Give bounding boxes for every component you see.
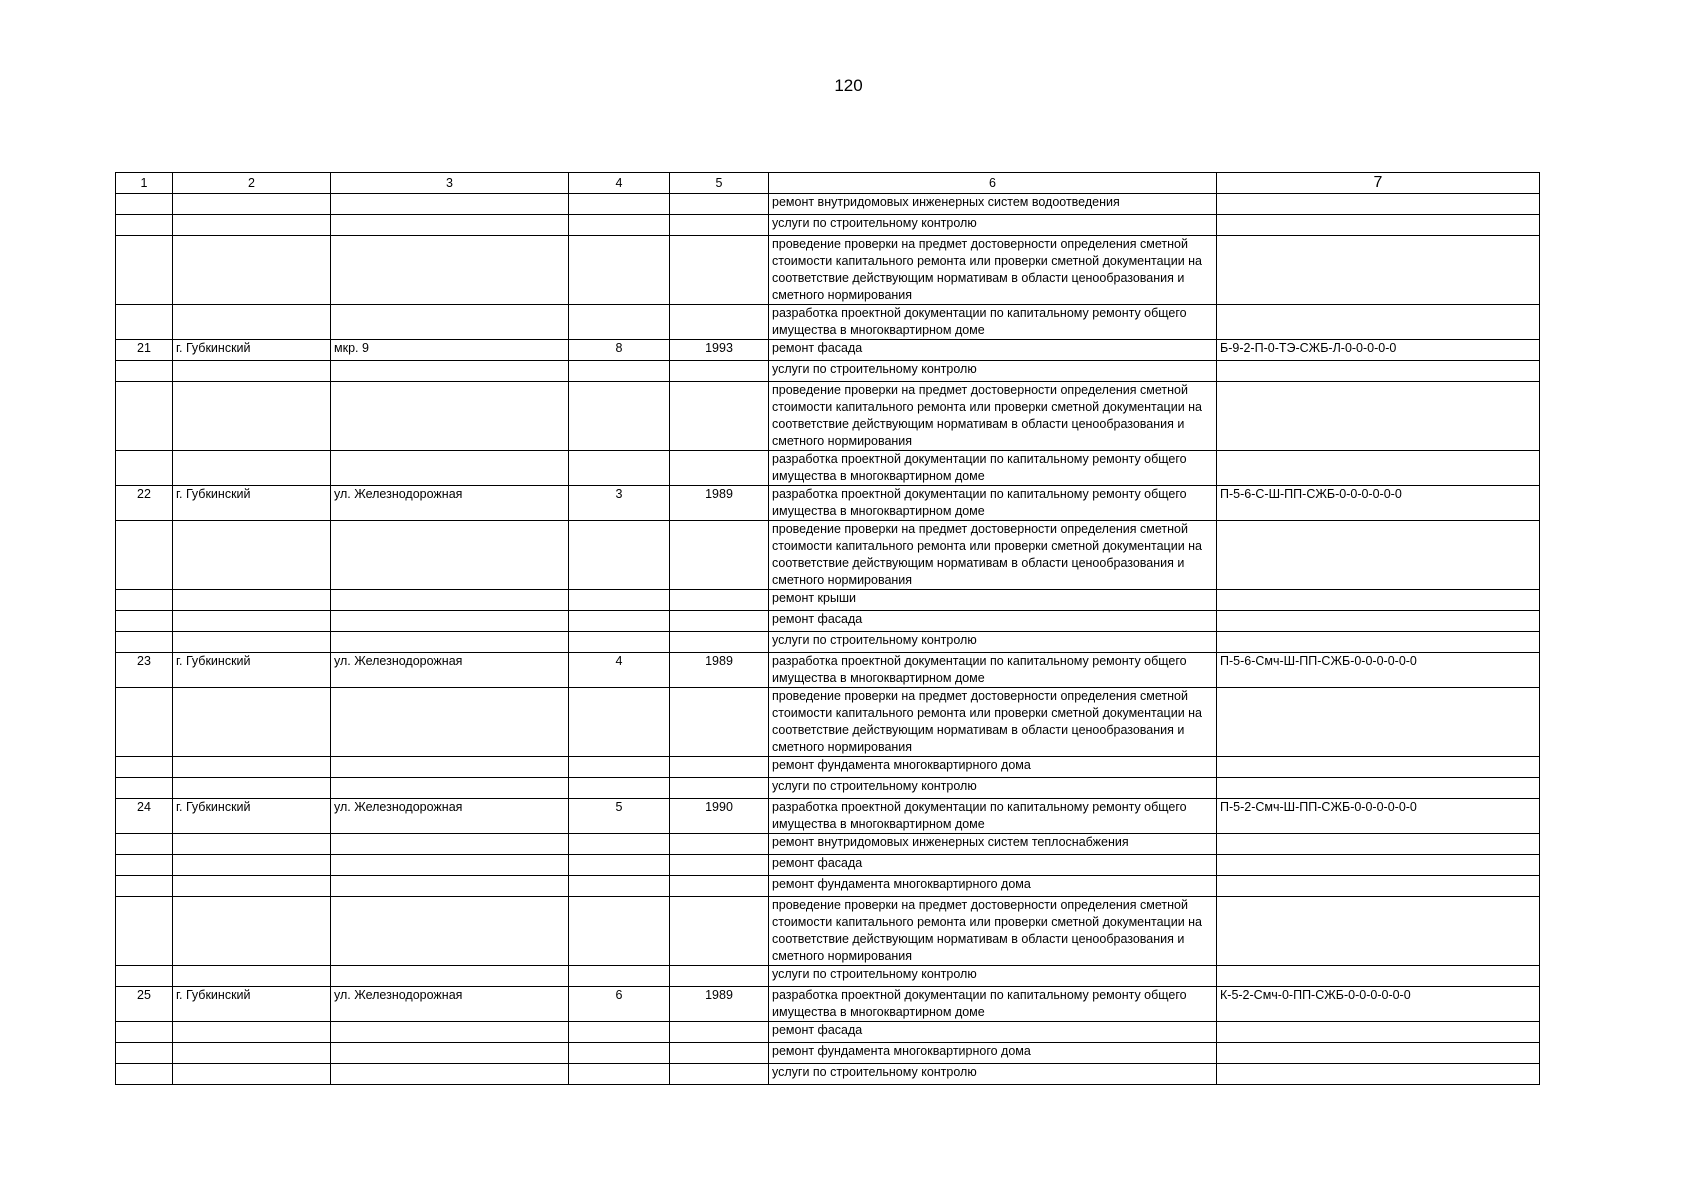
cell-house xyxy=(569,194,670,215)
cell-number xyxy=(116,757,173,778)
cell-code xyxy=(1217,215,1540,236)
cell-number xyxy=(116,521,173,590)
cell-city xyxy=(173,521,331,590)
cell-street xyxy=(331,1043,569,1064)
cell-number xyxy=(116,194,173,215)
cell-number xyxy=(116,897,173,966)
header-row xyxy=(116,173,1540,194)
cell-number xyxy=(116,215,173,236)
cell-work-type: услуги по строительному контролю xyxy=(769,215,1217,236)
cell-work-type: проведение проверки на предмет достоверности определения сметной стоимости капитального ремонта или проверки сметной документации на соответствие действующим нормативам в области ценообразования и сметного нормирования xyxy=(769,688,1217,757)
cell-city xyxy=(173,194,331,215)
cell-house xyxy=(569,632,670,653)
cell-code xyxy=(1217,855,1540,876)
table-row xyxy=(116,876,1540,897)
cell-year xyxy=(670,215,769,236)
cell-city xyxy=(173,778,331,799)
cell-street xyxy=(331,590,569,611)
cell-code xyxy=(1217,611,1540,632)
cell-street xyxy=(331,521,569,590)
table-row xyxy=(116,451,1540,486)
column-header-4: 4 xyxy=(569,173,670,194)
cell-year xyxy=(670,194,769,215)
cell-code xyxy=(1217,897,1540,966)
table-row xyxy=(116,987,1540,1022)
cell-number: 24 xyxy=(116,799,173,834)
cell-code xyxy=(1217,361,1540,382)
cell-code xyxy=(1217,590,1540,611)
cell-number xyxy=(116,966,173,987)
cell-street: мкр. 9 xyxy=(331,340,569,361)
cell-code: П-5-6-Смч-Ш-ПП-СЖБ-0-0-0-0-0-0 xyxy=(1217,653,1540,688)
cell-street: ул. Железнодорожная xyxy=(331,653,569,688)
cell-number xyxy=(116,688,173,757)
cell-year xyxy=(670,451,769,486)
cell-street xyxy=(331,757,569,778)
cell-house xyxy=(569,611,670,632)
cell-street xyxy=(331,834,569,855)
cell-street xyxy=(331,778,569,799)
cell-work-type: ремонт фасада xyxy=(769,611,1217,632)
cell-year xyxy=(670,590,769,611)
cell-work-type: ремонт фасада xyxy=(769,340,1217,361)
table-row xyxy=(116,340,1540,361)
cell-house: 6 xyxy=(569,987,670,1022)
cell-work-type: ремонт фасада xyxy=(769,855,1217,876)
cell-year xyxy=(670,1022,769,1043)
table-row xyxy=(116,778,1540,799)
cell-year xyxy=(670,897,769,966)
cell-year xyxy=(670,305,769,340)
cell-city xyxy=(173,855,331,876)
cell-code xyxy=(1217,757,1540,778)
cell-work-type: разработка проектной документации по капитальному ремонту общего имущества в многоквартирном доме xyxy=(769,799,1217,834)
cell-work-type: разработка проектной документации по капитальному ремонту общего имущества в многоквартирном доме xyxy=(769,451,1217,486)
cell-code xyxy=(1217,632,1540,653)
cell-street xyxy=(331,305,569,340)
table-row xyxy=(116,799,1540,834)
table-row xyxy=(116,521,1540,590)
cell-year xyxy=(670,521,769,590)
cell-year xyxy=(670,966,769,987)
cell-street xyxy=(331,1022,569,1043)
cell-number xyxy=(116,590,173,611)
cell-code xyxy=(1217,382,1540,451)
cell-year: 1989 xyxy=(670,486,769,521)
cell-house xyxy=(569,688,670,757)
cell-city: г. Губкинский xyxy=(173,340,331,361)
table-row xyxy=(116,855,1540,876)
cell-street xyxy=(331,1064,569,1085)
cell-city xyxy=(173,1022,331,1043)
cell-number xyxy=(116,451,173,486)
cell-street xyxy=(331,236,569,305)
cell-code xyxy=(1217,1064,1540,1085)
cell-work-type: разработка проектной документации по капитальному ремонту общего имущества в многоквартирном доме xyxy=(769,486,1217,521)
table-row xyxy=(116,236,1540,305)
cell-year xyxy=(670,236,769,305)
table-row xyxy=(116,653,1540,688)
cell-year: 1993 xyxy=(670,340,769,361)
cell-city xyxy=(173,632,331,653)
cell-street xyxy=(331,451,569,486)
cell-city xyxy=(173,611,331,632)
cell-house xyxy=(569,855,670,876)
cell-house xyxy=(569,451,670,486)
cell-street: ул. Железнодорожная xyxy=(331,486,569,521)
cell-code xyxy=(1217,194,1540,215)
cell-number xyxy=(116,305,173,340)
cell-number: 22 xyxy=(116,486,173,521)
cell-street xyxy=(331,361,569,382)
cell-code: П-5-2-Смч-Ш-ПП-СЖБ-0-0-0-0-0-0 xyxy=(1217,799,1540,834)
cell-house: 4 xyxy=(569,653,670,688)
cell-number xyxy=(116,1022,173,1043)
cell-house xyxy=(569,236,670,305)
cell-house: 3 xyxy=(569,486,670,521)
cell-house xyxy=(569,305,670,340)
cell-work-type: разработка проектной документации по капитальному ремонту общего имущества в многоквартирном доме xyxy=(769,987,1217,1022)
cell-year: 1989 xyxy=(670,653,769,688)
cell-house xyxy=(569,1022,670,1043)
cell-city xyxy=(173,361,331,382)
cell-house xyxy=(569,757,670,778)
cell-year xyxy=(670,632,769,653)
cell-city xyxy=(173,876,331,897)
cell-work-type: ремонт крыши xyxy=(769,590,1217,611)
cell-code xyxy=(1217,305,1540,340)
cell-house xyxy=(569,834,670,855)
cell-code: К-5-2-Смч-0-ПП-СЖБ-0-0-0-0-0-0 xyxy=(1217,987,1540,1022)
cell-year xyxy=(670,876,769,897)
cell-work-type: ремонт фундамента многоквартирного дома xyxy=(769,757,1217,778)
cell-house xyxy=(569,966,670,987)
table-row xyxy=(116,688,1540,757)
cell-work-type: ремонт внутридомовых инженерных систем водоотведения xyxy=(769,194,1217,215)
cell-house: 5 xyxy=(569,799,670,834)
cell-work-type: услуги по строительному контролю xyxy=(769,966,1217,987)
cell-work-type: проведение проверки на предмет достоверности определения сметной стоимости капитального ремонта или проверки сметной документации на соответствие действующим нормативам в области ценообразования и сметного нормирования xyxy=(769,521,1217,590)
cell-house xyxy=(569,778,670,799)
cell-street xyxy=(331,688,569,757)
table-row xyxy=(116,361,1540,382)
table-row xyxy=(116,1043,1540,1064)
cell-year xyxy=(670,361,769,382)
cell-work-type: проведение проверки на предмет достоверности определения сметной стоимости капитального ремонта или проверки сметной документации на соответствие действующим нормативам в области ценообразования и сметного нормирования xyxy=(769,236,1217,305)
column-header-1: 1 xyxy=(116,173,173,194)
cell-year xyxy=(670,834,769,855)
table-row xyxy=(116,897,1540,966)
table-row xyxy=(116,834,1540,855)
cell-code xyxy=(1217,521,1540,590)
cell-year xyxy=(670,855,769,876)
cell-house xyxy=(569,521,670,590)
cell-work-type: разработка проектной документации по капитальному ремонту общего имущества в многоквартирном доме xyxy=(769,653,1217,688)
column-header-5: 5 xyxy=(670,173,769,194)
cell-number xyxy=(116,382,173,451)
cell-year xyxy=(670,1064,769,1085)
cell-number: 21 xyxy=(116,340,173,361)
cell-work-type: ремонт фасада xyxy=(769,1022,1217,1043)
cell-city xyxy=(173,590,331,611)
cell-year: 1989 xyxy=(670,987,769,1022)
cell-city xyxy=(173,382,331,451)
table-row xyxy=(116,632,1540,653)
cell-code xyxy=(1217,966,1540,987)
cell-code xyxy=(1217,1022,1540,1043)
table-row xyxy=(116,1022,1540,1043)
cell-number xyxy=(116,611,173,632)
cell-city xyxy=(173,215,331,236)
column-header-7: 7 xyxy=(1217,173,1540,194)
cell-year xyxy=(670,778,769,799)
cell-work-type: проведение проверки на предмет достоверности определения сметной стоимости капитального ремонта или проверки сметной документации на соответствие действующим нормативам в области ценообразования и сметного нормирования xyxy=(769,382,1217,451)
cell-number xyxy=(116,855,173,876)
cell-code xyxy=(1217,236,1540,305)
cell-number xyxy=(116,1043,173,1064)
cell-work-type: услуги по строительному контролю xyxy=(769,632,1217,653)
cell-city xyxy=(173,305,331,340)
cell-city xyxy=(173,966,331,987)
cell-street xyxy=(331,611,569,632)
cell-city xyxy=(173,757,331,778)
cell-city: г. Губкинский xyxy=(173,987,331,1022)
cell-street xyxy=(331,382,569,451)
cell-code xyxy=(1217,1043,1540,1064)
cell-city: г. Губкинский xyxy=(173,799,331,834)
table-row xyxy=(116,966,1540,987)
cell-code xyxy=(1217,778,1540,799)
cell-house xyxy=(569,361,670,382)
cell-number xyxy=(116,1064,173,1085)
cell-work-type: ремонт внутридомовых инженерных систем теплоснабжения xyxy=(769,834,1217,855)
cell-year: 1990 xyxy=(670,799,769,834)
cell-work-type: ремонт фундамента многоквартирного дома xyxy=(769,876,1217,897)
cell-street xyxy=(331,876,569,897)
cell-work-type: проведение проверки на предмет достоверности определения сметной стоимости капитального ремонта или проверки сметной документации на соответствие действующим нормативам в области ценообразования и сметного нормирования xyxy=(769,897,1217,966)
cell-number xyxy=(116,778,173,799)
cell-number xyxy=(116,876,173,897)
cell-house xyxy=(569,590,670,611)
table-row xyxy=(116,215,1540,236)
cell-work-type: ремонт фундамента многоквартирного дома xyxy=(769,1043,1217,1064)
cell-year xyxy=(670,688,769,757)
column-header-2: 2 xyxy=(173,173,331,194)
cell-city: г. Губкинский xyxy=(173,653,331,688)
cell-number xyxy=(116,632,173,653)
registry-table xyxy=(115,172,1540,1085)
cell-code xyxy=(1217,688,1540,757)
cell-city xyxy=(173,834,331,855)
table-row xyxy=(116,382,1540,451)
cell-house xyxy=(569,382,670,451)
cell-number xyxy=(116,834,173,855)
cell-street xyxy=(331,215,569,236)
table-row xyxy=(116,486,1540,521)
cell-street: ул. Железнодорожная xyxy=(331,799,569,834)
cell-number: 25 xyxy=(116,987,173,1022)
cell-house xyxy=(569,897,670,966)
cell-work-type: услуги по строительному контролю xyxy=(769,778,1217,799)
cell-year xyxy=(670,1043,769,1064)
cell-year xyxy=(670,382,769,451)
cell-house xyxy=(569,876,670,897)
cell-house xyxy=(569,215,670,236)
cell-code xyxy=(1217,876,1540,897)
cell-street xyxy=(331,897,569,966)
cell-street xyxy=(331,632,569,653)
cell-number xyxy=(116,361,173,382)
cell-code: П-5-6-С-Ш-ПП-СЖБ-0-0-0-0-0-0 xyxy=(1217,486,1540,521)
page-number: 120 xyxy=(834,76,863,95)
cell-work-type: разработка проектной документации по капитальному ремонту общего имущества в многоквартирном доме xyxy=(769,305,1217,340)
cell-year xyxy=(670,611,769,632)
table-row xyxy=(116,611,1540,632)
column-header-3: 3 xyxy=(331,173,569,194)
cell-work-type: услуги по строительному контролю xyxy=(769,361,1217,382)
cell-street: ул. Железнодорожная xyxy=(331,987,569,1022)
cell-work-type: услуги по строительному контролю xyxy=(769,1064,1217,1085)
cell-city: г. Губкинский xyxy=(173,486,331,521)
cell-city xyxy=(173,451,331,486)
cell-house: 8 xyxy=(569,340,670,361)
cell-street xyxy=(331,855,569,876)
cell-number xyxy=(116,236,173,305)
cell-city xyxy=(173,688,331,757)
cell-code xyxy=(1217,834,1540,855)
cell-code: Б-9-2-П-0-ТЭ-СЖБ-Л-0-0-0-0-0 xyxy=(1217,340,1540,361)
column-header-6: 6 xyxy=(769,173,1217,194)
table-body xyxy=(116,194,1540,1085)
cell-code xyxy=(1217,451,1540,486)
cell-number: 23 xyxy=(116,653,173,688)
cell-city xyxy=(173,1064,331,1085)
cell-city xyxy=(173,236,331,305)
cell-house xyxy=(569,1043,670,1064)
cell-street xyxy=(331,966,569,987)
table-row xyxy=(116,305,1540,340)
cell-city xyxy=(173,897,331,966)
table-row xyxy=(116,194,1540,215)
table-row xyxy=(116,590,1540,611)
cell-street xyxy=(331,194,569,215)
table-row xyxy=(116,1064,1540,1085)
cell-house xyxy=(569,1064,670,1085)
cell-city xyxy=(173,1043,331,1064)
table-row xyxy=(116,757,1540,778)
cell-year xyxy=(670,757,769,778)
